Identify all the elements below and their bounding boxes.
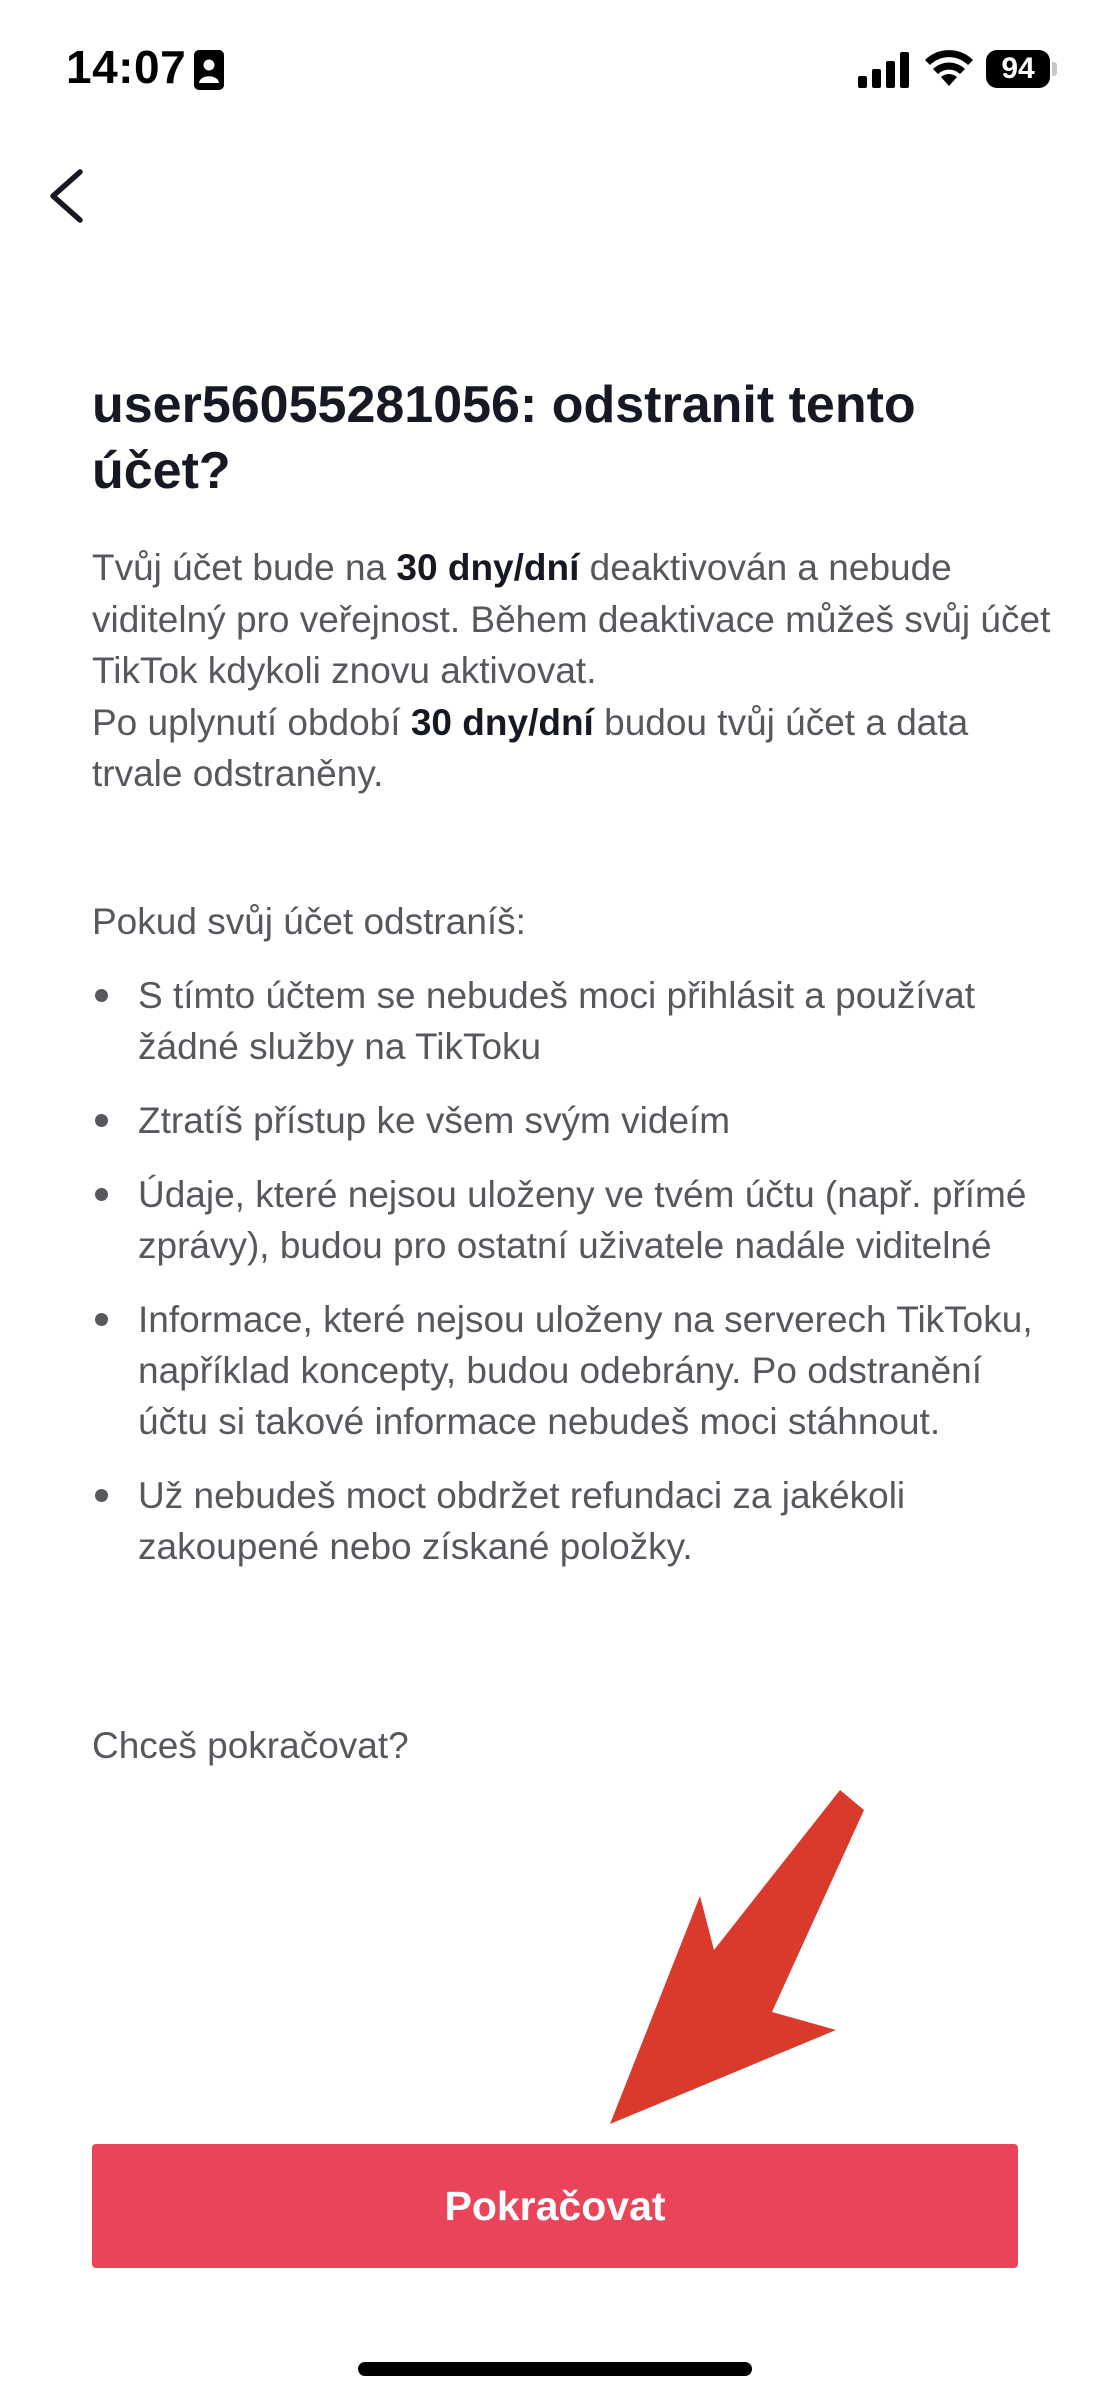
list-item	[92, 1169, 1052, 1271]
list-item-text: Ztratíš přístup ke všem svým videím	[138, 1100, 731, 1141]
list-item-text: Údaje, které nejsou uloženy ve tvém účtu (např. přímé zprávy), budou pro ostatní uživatele nadále viditelné	[138, 1174, 1027, 1266]
confirm-question: Chceš pokračovat?	[92, 1725, 409, 1766]
battery-icon: 94	[986, 50, 1050, 88]
bullet-icon	[95, 1313, 108, 1326]
intro-p2-end: budou tvůj účet a data trvale odstraněny.	[92, 701, 969, 794]
wifi-icon	[924, 48, 974, 88]
bullet-icon	[95, 1489, 108, 1502]
list-item	[92, 1294, 1052, 1447]
list-heading: Pokud svůj účet odstraníš:	[92, 901, 526, 942]
back-button[interactable]	[36, 160, 96, 230]
bullet-icon	[95, 1114, 108, 1127]
page-title: user56055281056: odstranit tento účet?	[92, 376, 916, 500]
home-indicator[interactable]	[358, 2362, 752, 2376]
list-item-text: Informace, které nejsou uloženy na serverech TikToku, například koncepty, budou odebrány. Po odstranění účtu si takové informace nebudeš moci stáhnout.	[138, 1299, 1033, 1442]
intro-p1-start: Tvůj účet bude na	[92, 547, 397, 588]
deactivation-period: 30 dny/dní	[396, 547, 580, 588]
list-item	[92, 1470, 1052, 1572]
contact-card-icon	[194, 50, 224, 90]
consequence-list	[92, 970, 1052, 1595]
list-item	[92, 1095, 1052, 1146]
list-item	[92, 970, 1052, 1072]
intro-text	[92, 542, 1052, 800]
deletion-period: 30 dny/dní	[410, 701, 594, 743]
intro-p2-start: Po uplynutí období	[92, 701, 411, 743]
battery-tip	[1052, 62, 1057, 76]
list-item-text: Už nebudeš moct obdržet refundaci za jakékoli zakoupené nebo získané položky.	[138, 1475, 906, 1567]
cellular-signal-icon	[858, 52, 910, 88]
list-item-text: S tímto účtem se nebudeš moci přihlásit a používat žádné služby na TikToku	[138, 975, 976, 1067]
continue-button[interactable]: Pokračovat	[92, 2144, 1018, 2268]
annotation-arrow-icon	[600, 1780, 880, 2130]
chevron-left-icon	[36, 160, 96, 230]
bullet-icon	[95, 1188, 108, 1201]
bullet-icon	[95, 989, 108, 1002]
status-bar	[0, 0, 1109, 140]
status-time: 14:07	[66, 41, 187, 93]
intro-p1-end: deaktivován a nebude viditelný pro veřejnost. Během deaktivace můžeš svůj účet TikTok kdykoli znovu aktivovat.	[92, 547, 1051, 691]
